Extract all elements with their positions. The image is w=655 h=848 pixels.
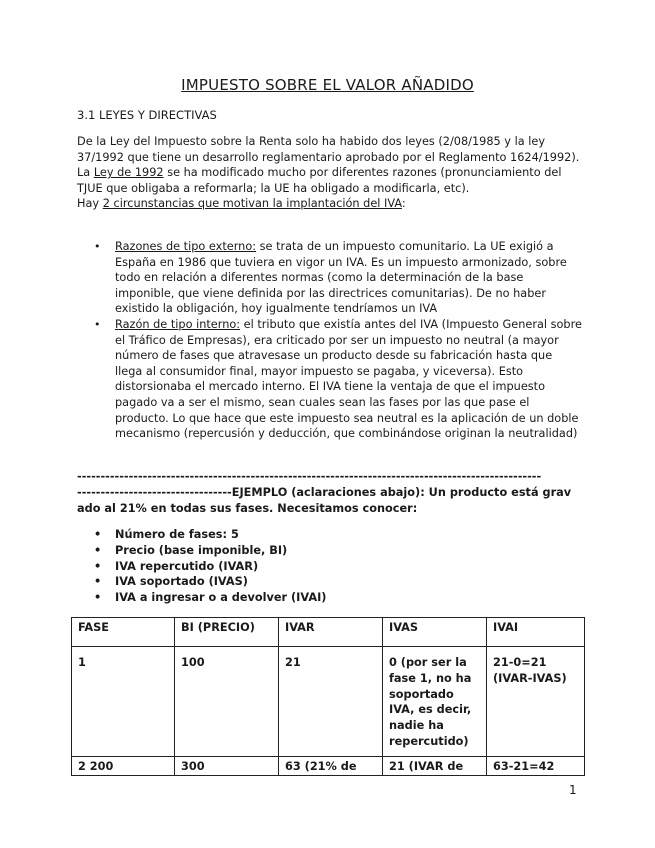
table-row xyxy=(72,647,585,757)
table-cell: 21 (IVAR de xyxy=(383,756,487,775)
reason-text: el tributo que existía antes del IVA (Impuesto General sobre el Tráfico de Empresas), era criticado por ser un impuesto no neutral (a mayor número de fases que atravesase un producto desde su fabricación hasta que llega al consumidor final, mayor impuesto se pagaba, y viceversa). Esto distorsionaba el mercado interno. El IVA tiene la ventaja de que el impuesto pagado va a ser el mismo, sean cuales sean las fases por las que pase el producto. Lo que hace que este impuesto sea neutral es la aplicación de un doble mecanismo (repercusión y deducción, que combinándose originan la neutralidad) xyxy=(115,317,582,441)
example-block xyxy=(77,469,577,517)
column-header: IVAR xyxy=(279,618,383,647)
bullet-icon: • xyxy=(94,240,101,253)
needs-list xyxy=(77,527,582,606)
table-cell: 100 xyxy=(175,647,279,757)
text: : xyxy=(401,197,406,211)
table-cell: 2 200 xyxy=(72,756,175,775)
intro-paragraph-2 xyxy=(77,165,582,196)
dash-separator: --------------------------------- xyxy=(77,486,232,499)
column-header: FASE xyxy=(72,618,175,647)
text: se ha modificado mucho por diferentes razones (pronunciamiento del TJUE que obligaba a reformarla; la UE ha obligado a modificarla, etc). xyxy=(77,166,562,195)
page-title: IMPUESTO SOBRE EL VALOR AÑADIDO xyxy=(181,76,474,94)
text: Hay xyxy=(77,197,103,211)
list-item xyxy=(77,317,582,442)
reason-label: Razón de tipo interno: xyxy=(115,317,241,331)
text: La xyxy=(77,166,94,180)
table-cell: 1 xyxy=(72,647,175,757)
bullet-icon: • xyxy=(94,575,102,589)
section-heading: 3.1 LEYES Y DIRECTIVAS xyxy=(77,108,217,122)
list-item xyxy=(77,543,582,559)
need-text: Número de fases: 5 xyxy=(115,528,239,541)
column-header: BI (PRECIO) xyxy=(175,618,279,647)
need-text: IVA soportado (IVAS) xyxy=(115,575,248,589)
need-text: Precio (base imponible, BI) xyxy=(115,543,288,557)
reasons-list xyxy=(77,239,582,442)
vat-table xyxy=(71,617,585,776)
table-header-row xyxy=(72,618,585,647)
dash-separator: --------------------------------------------------------------------------------------------------- xyxy=(77,470,542,483)
intro-paragraph-3 xyxy=(77,196,582,212)
list-item xyxy=(77,239,582,317)
page-number: 1 xyxy=(569,783,577,797)
example-paragraph xyxy=(77,485,577,517)
need-text: IVA repercutido (IVAR) xyxy=(115,559,259,573)
reason-label: Razones de tipo externo: xyxy=(115,240,257,253)
list-item xyxy=(77,559,582,575)
bullet-icon: • xyxy=(94,528,102,541)
list-item xyxy=(77,527,582,543)
table-cell: 0 (por ser la fase 1, no ha soportado IVA, es decir, nadie ha repercutido) xyxy=(383,647,487,757)
table-cell: 63-21=42 xyxy=(487,756,585,775)
bullet-icon: • xyxy=(94,559,102,573)
circumstances-link: 2 circunstancias que motivan la implantación del IVA xyxy=(102,197,402,211)
intro-text xyxy=(77,134,582,212)
column-header: IVAI xyxy=(487,618,585,647)
example-text: EJEMPLO (aclaraciones abajo): Un producto está gravado al 21% en todas sus fases. Necesitamos conocer: xyxy=(77,486,572,515)
table-cell: 300 xyxy=(175,756,279,775)
table-cell: 63 (21% de xyxy=(279,756,383,775)
bullet-icon: • xyxy=(94,317,101,331)
table-cell: 21 xyxy=(279,647,383,757)
bullet-icon: • xyxy=(94,543,102,557)
need-text: IVA a ingresar o a devolver (IVAI) xyxy=(115,591,327,605)
reason-text: se trata de un impuesto comunitario. La UE exigió a España en 1986 que tuviera en vigor un IVA. Es un impuesto armonizado, sobre todo en relación a diferentes normas (como la determinación de la base imponible, que viene definida por las directrices comunitarias). De no haber existido la obligación, hoy igualmente tendríamos un IVA xyxy=(115,240,567,316)
intro-paragraph-1: De la Ley del Impuesto sobre la Renta solo ha habido dos leyes (2/08/1985 y la ley 37/1992 que tiene un desarrollo reglamentario aprobado por el Reglamento 1624/1992). xyxy=(77,135,580,164)
column-header: IVAS xyxy=(383,618,487,647)
bullet-icon: • xyxy=(94,591,102,605)
table-row xyxy=(72,756,585,775)
list-item xyxy=(77,574,582,590)
list-item xyxy=(77,590,582,606)
table-cell: 21-0=21 (IVAR-IVAS) xyxy=(487,647,585,757)
law-1992-link: Ley de 1992 xyxy=(93,166,164,180)
